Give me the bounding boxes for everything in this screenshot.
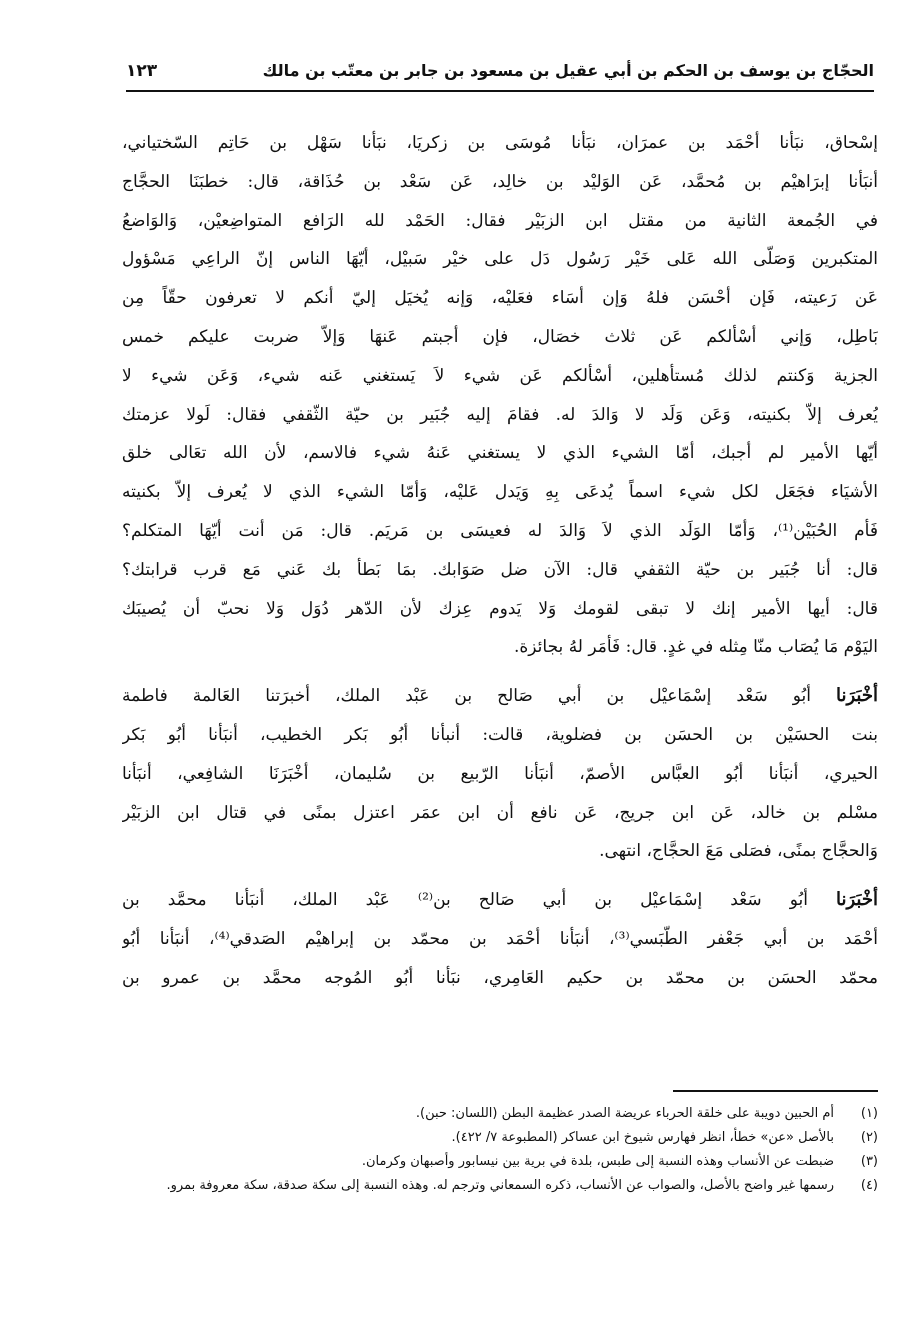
text-line: أحْمَد بن أبي جَعْفر الطّبَسي⁽³⁾، أنبَأنا أحْمَد بن محمّد بن إبراهيْم الصَدقي⁽⁴⁾، أنبَأنا أبُو	[122, 928, 878, 949]
running-title: الحجّاج بن يوسف بن الحكم بن أبي عقيل بن مسعود بن جابر بن معتّب بن مالك	[262, 61, 874, 80]
paragraph-lead-word: أخْبَرَنا	[836, 685, 878, 707]
text-line: أنبَأنا إبرَاهيْم بن مُحمَّد، عَن الوَليْد بن خالِد، عَن سَعْد بن حُذَاقة، قال: خطبَنَا الحجَّاج	[122, 171, 878, 192]
footnote-number: (٣)	[860, 1154, 878, 1169]
text-line: اليَوْم مَا يُصَاب منّا مِثله في غدٍ. قال: فَأمَر لهُ بجائزة.	[513, 637, 878, 658]
footnote	[122, 1102, 878, 1126]
text-line: الحيري، أنبَأنا أبُو العبَّاس الأصمّ، أنبَأنا الرّبيع بن سُليمان، أخْبَرَنَا الشافِعي، أنبَأنا	[122, 763, 878, 784]
text-span: أبُو سَعْد إسْمَاعيْل بن أبي صَالح بن عَبْد الملك، أخبرَتنا العَالمة فاطمة	[122, 686, 836, 707]
footnote	[122, 1126, 878, 1150]
footnote-number: (١)	[860, 1106, 878, 1121]
footnote-number: (٢)	[860, 1130, 878, 1145]
text-line: قال: أنا جُبَير بن حيّة الثقفي قال: الآن ضل صَوَابك. بمَا بَطأ بك عَني مَع قرب قرابتك؟	[122, 559, 878, 580]
text-line: الجزية وَكنتم لذلك مُستأهلين، أسْألكم عَن شيء لاَ يَستغني عَنه شيء، وَعَن شيء لا	[122, 365, 878, 386]
footnote-text: رسمها غير واضح بالأصل، والصواب عن الأنساب، ذكره السمعاني وترجم له. وهذه النسبة إلى سكة صدقة، سكة معروفة بمرو.	[166, 1178, 834, 1193]
footnote-number: (٤)	[860, 1178, 878, 1193]
text-line: إسْحاق، نبَأنا أحْمَد بن عمرَان، نبَأنا مُوسَى بن زكريَا، نبَأنا سَهْل بن حَاتِم السّختياني،	[122, 133, 878, 153]
text-line	[122, 677, 878, 716]
footnote-text: بالأصل «عن» خطأ، انظر فهارس شيوخ ابن عساكر (المطبوعة ٧/ ٤٢٢).	[451, 1130, 834, 1145]
text-line: فَأم الحُبَيْن⁽¹⁾، وَأمّا الوَلَد الذي لاَ وَالدَ له فعيسَى بن مَريَم. قال: مَن أنت أيّهَا المتكلم؟	[122, 520, 878, 541]
footnote	[122, 1150, 878, 1174]
paragraph-gap	[122, 667, 878, 677]
page-number: ١٢٣	[126, 61, 158, 81]
paragraph-gap	[122, 871, 878, 881]
text-line: أيّها الأمير لم أجبك، أمّا الشيء الذي لا يستغني عَنهُ شيء فالاسم، لأن الله تعَالى خلق	[122, 443, 878, 464]
text-line: المتكبرين وَصَلّى الله عَلى خَيْر رَسُول دَل على خيْر سَبيْل، أيّهَا الناس إنّ الراعِي مَسْؤول	[122, 249, 878, 270]
text-line: في الجُمعة الثانية من مقتل ابن الزبَيْر فقال: الحَمْد لله الرَافع المتواضِعيْن، وَالوَاضعُ	[122, 210, 878, 231]
text-line: يُعرف إلاّ بكنيته، وَعَن وَلَد لا وَالدَ له. فقامَ إليه جُبَير بن حيّة الثّقفي فقال: لَولا عزمتك	[122, 404, 878, 425]
text-line: الأشيَاء فجَعَل لكل شيء اسماً يُدعَى بِهِ وَيَدل عَليْه، وَأمّا الشيء الذي لا يُعرف إلاّ بكنيته	[122, 482, 878, 503]
footnote-text: أم الحبين دويبة على خلقة الحرباء عريضة الصدر عظيمة البطن (اللسان: حبن).	[415, 1106, 834, 1121]
text-line: بَاطِل، وَإني أسْألكم عَن ثلاث خصَال، فإن أجبتم عَنهَا وَإلاّ ضربت عليكم خمس	[122, 326, 878, 347]
header-rule	[126, 90, 874, 92]
text-line: بنت الحسَيْن بن الحسَن بن فضلوية، قالت: أنبأنا أبُو بَكر الخطيب، أنبَأنا أبُو بَكر	[122, 724, 878, 745]
footnote-text: ضبطت عن الأنساب وهذه النسبة إلى طبس، بلدة في برية بين نيسابور وأصبهان وكرمان.	[361, 1154, 834, 1169]
text-span: أبُو سَعْد إسْمَاعيْل بن أبي صَالح بن⁽²⁾ عَبْد الملك، أنبَأنا محمَّد بن	[122, 890, 836, 911]
text-line: وَالحجَّاج بمنًى، فصَلى مَعَ الحجَّاج، انتهى.	[599, 841, 878, 862]
footnote	[122, 1174, 878, 1198]
footnote-rule	[673, 1090, 878, 1092]
text-line: قال: أيها الأمير إنك لا تبقى لقومك وَلا يَدوم عِزك لأن الدّهر دُوَل وَلا نحبّ أن يُصيبَك	[122, 598, 878, 619]
text-line: محمّد الحسَن بن محمّد بن حكيم العَامِري، نبَأنا أبُو المُوجه محمَّد بن عمرو بن	[122, 967, 878, 988]
footnotes	[122, 1102, 878, 1198]
page-header	[126, 56, 874, 86]
text-line: عَن رَعيته، فَإن أحْسَن فلهُ وَإن أسَاء فعَليْه، وَإنه يُخيَل إليّ أنكم لا تعرفون حقّاً مِن	[122, 288, 878, 309]
main-text	[122, 124, 878, 998]
text-line: مسْلم بن خالد، عَن ابن جريج، عَن نافع أن ابن عمَر اعتزل بمنًى في قتال ابن الزبَيْر	[122, 802, 878, 823]
paragraph-lead-word: أخْبَرَنا	[836, 889, 878, 911]
text-line	[122, 881, 878, 920]
